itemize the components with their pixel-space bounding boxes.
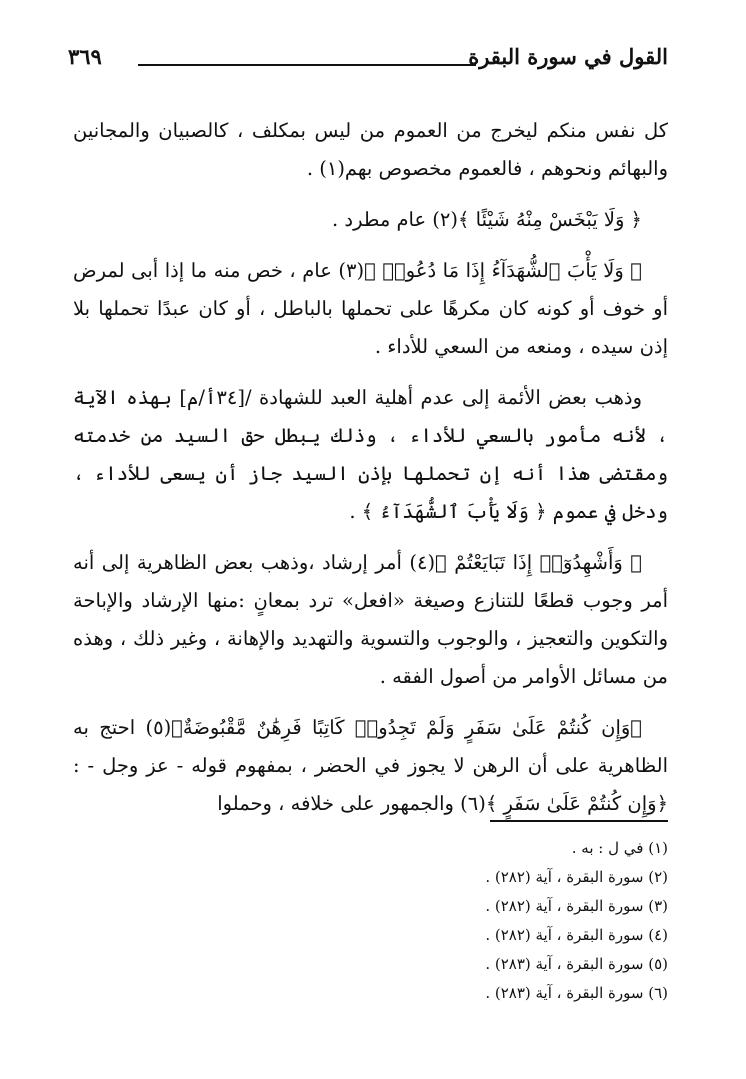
footnote: (١) في ل : به .	[571, 839, 668, 857]
running-header	[68, 38, 668, 78]
main-text	[73, 112, 668, 836]
footnote: (٥) سورة البقرة ، آية (٢٨٣) .	[485, 955, 668, 973]
footnote: (٦) سورة البقرة ، آية (٢٨٣) .	[485, 984, 668, 1002]
paragraph: ﴿ وَأَشْهِدُوٓا۟ إِذَا تَبَايَعْتُمْ ﴾(٤) أمر إرشاد ،وذهب بعض الظاهرية إلى أنه أمر وجوب قطعًا للتنازع وصيغة «افعل» ترد بمعانٍ :منها الإرشاد والإباحة والتكوين والتعجيز ، والوجوب والتسوية والتهديد والإهانة ، وغير ذلك ، وهذه من مسائل الأوامر من أصول الفقه .	[73, 551, 668, 688]
footnotes	[300, 834, 668, 1008]
paragraph: كل نفس منكم ليخرج من العموم من ليس بمكلف ، كالصبيان والمجانين والبهائم ونحوهم ، فالعموم مخصوص بهم(١) .	[73, 119, 668, 180]
header-rule	[138, 64, 476, 66]
paragraph: ﴿ وَلَا يَأْبَ ٱلشُّهَدَآءُ إِذَا مَا دُعُوا۟ ﴾(٣) عام ، خص منه ما إذا أبى لمرض أو خوف أو كونه كان مكرهًا على تحملها بالباطل ، أو كان عبدًا تحملها بلا إذن سيده ، ومنعه من السعي للأداء .	[73, 259, 668, 358]
footnote: (٤) سورة البقرة ، آية (٢٨٢) .	[485, 926, 668, 944]
footnote: (٢) سورة البقرة ، آية (٢٨٢) .	[485, 868, 668, 886]
paragraph: وذهب بعض الأئمة إلى عدم أهلية العبد للشهادة /[٣٤أ/م] بهذه الآية ، لأنه مأمور بالسعي للأداء ، وذلك يبطل حق السيد من خدمته ومقتضى هذا أنه إن تحملها بإذن السيد جاز أن يسعى للأداء ، ودخل في عموم ﴿ وَلَا يَأْبَ ٱلشُّهَدَآءُ ﴾ .	[73, 386, 668, 523]
paragraph: ﴿ وَلَا يَبْخَسْ مِنْهُ شَيْئًا ﴾(٢) عام مطرد .	[331, 208, 642, 231]
footnote: (٣) سورة البقرة ، آية (٢٨٢) .	[485, 897, 668, 915]
paragraph: ﴿وَإِن كُنتُمْ عَلَىٰ سَفَرٍ وَلَمْ تَجِدُوا۟ كَاتِبًا فَرِهَٰنٌ مَّقْبُوضَةٌ﴾(٥) احتج به الظاهرية على أن الرهن لا يجوز في الحضر ، بمفهوم قوله - عز وجل - :﴿وَإِن كُنتُمْ عَلَىٰ سَفَرٍ ﴾(٦) والجمهور على خلافه ، وحملوا	[73, 716, 668, 815]
page-number: ٣٦٩	[68, 44, 102, 69]
chapter-title: القول في سورة البقرة	[468, 44, 668, 69]
footnote-separator	[490, 820, 668, 822]
